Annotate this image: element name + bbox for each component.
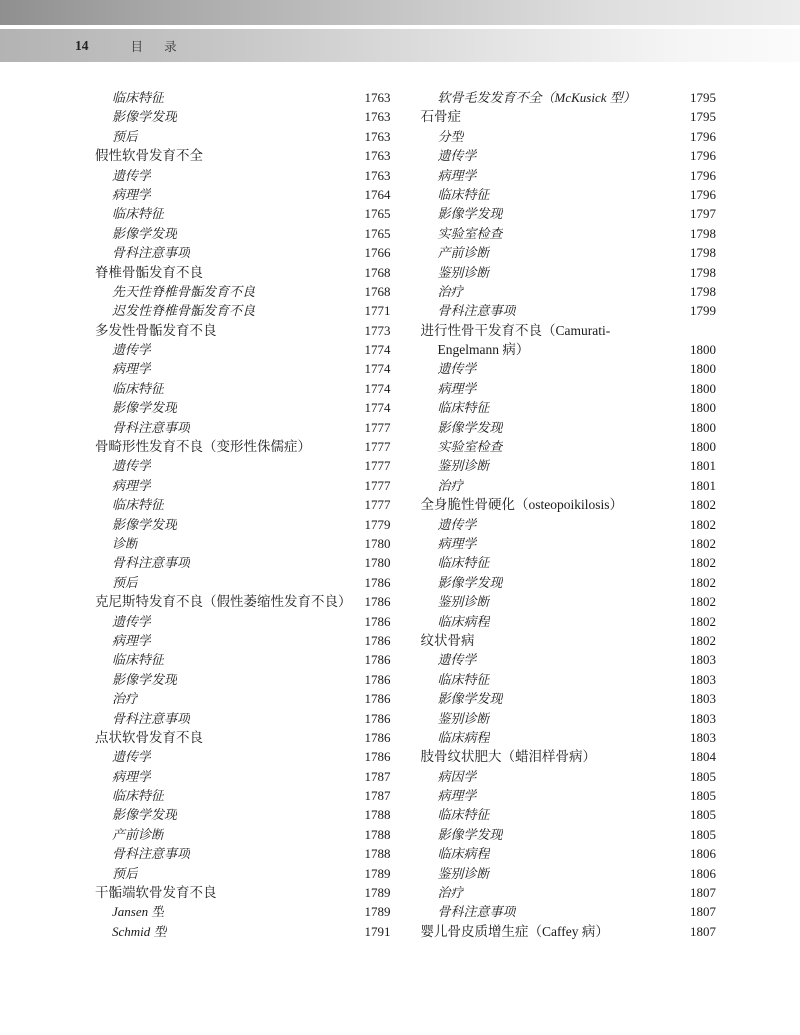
toc-entry-label: 预后: [112, 574, 139, 590]
toc-entry-label: 治疗: [437, 283, 464, 299]
toc-entry-label: 病理学: [112, 361, 152, 377]
toc-entry-page: 1807: [690, 904, 716, 920]
toc-body: [0, 62, 800, 941]
toc-entry: [421, 650, 717, 669]
toc-entry-page: 1801: [690, 458, 716, 474]
toc-entry-label: 临床特征: [437, 555, 490, 571]
toc-entry-label: 骨科注意事项: [112, 846, 191, 862]
toc-entry-page: 1805: [690, 788, 716, 804]
toc-entry-page: 1786: [364, 574, 391, 590]
toc-entry: [95, 728, 391, 747]
toc-entry-label: 鉴别诊断: [437, 458, 490, 474]
toc-entry: [95, 185, 391, 204]
toc-entry: [421, 321, 717, 340]
toc-entry-page: 1800: [690, 361, 716, 377]
toc-entry-page: 1768: [364, 283, 391, 299]
toc-entry: [421, 456, 717, 475]
toc-entry: [95, 263, 391, 282]
toc-entry-page: 1802: [690, 535, 716, 551]
toc-entry-label: 鉴别诊断: [437, 594, 490, 610]
toc-entry-page: 1780: [364, 535, 391, 551]
toc-entry-page: 1768: [364, 264, 391, 280]
toc-entry-page: 1765: [364, 225, 391, 241]
toc-entry-label: 临床特征: [437, 807, 490, 823]
toc-entry-label: 影像学发现: [112, 109, 178, 125]
toc-entry: [421, 670, 717, 689]
toc-entry-page: 1774: [364, 400, 391, 416]
toc-entry: [421, 263, 717, 282]
toc-entry: [421, 825, 717, 844]
toc-entry-label: 临床特征: [112, 206, 165, 222]
toc-entry-page: 1806: [690, 865, 716, 881]
toc-entry: [95, 340, 391, 359]
toc-entry-page: 1786: [364, 671, 391, 687]
toc-entry: [95, 321, 391, 340]
toc-entry: [95, 107, 391, 126]
toc-entry-label: 鉴别诊断: [437, 865, 490, 881]
toc-entry: [421, 592, 717, 611]
toc-entry-page: 1786: [364, 729, 391, 745]
toc-entry-page: 1788: [364, 846, 391, 862]
toc-entry-label: 影像学发现: [437, 419, 503, 435]
toc-entry-label: 临床特征: [112, 380, 165, 396]
toc-entry-page: 1766: [364, 245, 391, 261]
toc-entry-label: 临床病程: [437, 729, 490, 745]
toc-entry-label: 骨科注意事项: [112, 710, 191, 726]
toc-entry: [95, 282, 391, 301]
toc-entry-page: 1764: [364, 186, 391, 202]
toc-entry: [421, 689, 717, 708]
toc-entry-page: 1763: [364, 128, 391, 144]
toc-entry-page: 1788: [364, 807, 391, 823]
toc-entry: [95, 786, 391, 805]
toc-entry-page: 1795: [690, 109, 716, 125]
toc-entry: [421, 146, 717, 165]
toc-entry-label: 影像学发现: [112, 225, 178, 241]
toc-entry: [95, 825, 391, 844]
toc-entry-page: 1774: [364, 380, 391, 396]
toc-entry: [421, 747, 717, 766]
toc-entry-page: 1806: [690, 846, 716, 862]
toc-entry-page: 1786: [364, 691, 391, 707]
toc-entry-label: 全身脆性骨硬化（osteopoikilosis）: [420, 497, 624, 513]
toc-entry-label: 病理学: [112, 768, 152, 784]
toc-entry-label: 实验室检查: [437, 439, 503, 455]
toc-entry-page: 1796: [690, 186, 716, 202]
toc-entry: [95, 88, 391, 107]
toc-entry: [95, 476, 391, 495]
toc-entry-label: 骨科注意事项: [112, 419, 191, 435]
toc-entry: [421, 127, 717, 146]
toc-entry: [421, 166, 717, 185]
toc-entry-label: 迟发性脊椎骨骺发育不良: [112, 303, 256, 319]
toc-entry-label: 影像学发现: [437, 691, 503, 707]
toc-entry-label: 实验室检查: [437, 225, 503, 241]
toc-entry-label: 骨科注意事项: [112, 555, 191, 571]
toc-entry-label: 治疗: [437, 885, 464, 901]
toc-entry: [421, 922, 717, 941]
toc-entry: [95, 844, 391, 863]
toc-entry: [421, 728, 717, 747]
toc-entry-label: 病理学: [437, 167, 477, 183]
toc-entry-label: 克尼斯特发育不良（假性萎缩性发育不良）: [95, 594, 352, 610]
toc-entry-page: 1796: [690, 148, 716, 164]
toc-entry-label: Schmid 型: [112, 923, 167, 939]
toc-entry-page: 1786: [364, 749, 391, 765]
toc-entry-label: 骨科注意事项: [112, 245, 191, 261]
toc-entry-page: 1798: [690, 283, 716, 299]
toc-entry: [421, 902, 717, 921]
toc-entry: [421, 534, 717, 553]
toc-entry: [95, 670, 391, 689]
toc-entry: [95, 922, 391, 941]
toc-entry-page: 1791: [364, 923, 391, 939]
toc-entry-page: 1774: [364, 342, 391, 358]
toc-entry-page: 1763: [364, 148, 391, 164]
toc-entry-label: 遗传学: [112, 342, 152, 358]
toc-entry-page: 1796: [690, 128, 716, 144]
toc-entry: [95, 127, 391, 146]
toc-entry: [95, 902, 391, 921]
toc-entry-page: 1807: [690, 923, 716, 939]
toc-entry: [421, 301, 717, 320]
toc-entry-label: 病理学: [112, 477, 152, 493]
toc-entry: [95, 612, 391, 631]
toc-entry-page: 1777: [364, 419, 391, 435]
toc-entry-page: 1800: [690, 419, 716, 435]
toc-entry-label: 临床特征: [437, 671, 490, 687]
toc-entry-label: 影像学发现: [437, 574, 503, 590]
toc-entry: [421, 340, 717, 359]
toc-entry: [95, 805, 391, 824]
toc-entry-label: 遗传学: [437, 148, 477, 164]
toc-entry-page: 1798: [690, 245, 716, 261]
toc-entry-page: 1789: [364, 885, 391, 901]
toc-entry-label: 治疗: [112, 691, 139, 707]
page-header: [0, 29, 800, 62]
toc-entry-label: 治疗: [437, 477, 464, 493]
toc-entry: [95, 573, 391, 592]
toc-entry: [95, 301, 391, 320]
toc-entry-page: 1802: [690, 516, 716, 532]
toc-entry: [95, 709, 391, 728]
toc-entry-page: 1788: [364, 826, 391, 842]
toc-entry-page: 1780: [364, 555, 391, 571]
toc-entry-label: 遗传学: [112, 167, 152, 183]
toc-entry: [421, 359, 717, 378]
toc-entry-page: 1779: [364, 516, 391, 532]
toc-entry-page: 1786: [364, 613, 391, 629]
toc-entry-label: 影像学发现: [112, 671, 178, 687]
toc-entry-label: 临床特征: [437, 400, 490, 416]
toc-entry: [95, 747, 391, 766]
toc-entry-label: 病因学: [437, 768, 477, 784]
toc-entry-page: 1786: [364, 652, 391, 668]
toc-entry-page: 1803: [690, 729, 716, 745]
toc-entry-page: 1805: [690, 807, 716, 823]
toc-entry: [421, 185, 717, 204]
toc-entry: [421, 864, 717, 883]
toc-entry-page: 1777: [364, 497, 391, 513]
toc-entry: [421, 88, 717, 107]
toc-entry-label: 影像学发现: [437, 826, 503, 842]
toc-entry-page: 1789: [364, 865, 391, 881]
toc-entry-page: 1787: [364, 788, 391, 804]
toc-entry-page: 1803: [690, 691, 716, 707]
toc-entry-label: 婴儿骨皮质增生症（Caffey 病）: [420, 923, 609, 939]
toc-entry-page: 1771: [364, 303, 391, 319]
toc-entry-label: 遗传学: [437, 516, 477, 532]
toc-entry-page: 1786: [364, 710, 391, 726]
toc-entry: [95, 243, 391, 262]
toc-entry: [95, 224, 391, 243]
toc-entry-label: 遗传学: [112, 458, 152, 474]
toc-entry: [421, 107, 717, 126]
toc-entry-page: 1777: [364, 439, 391, 455]
toc-entry-page: 1800: [690, 400, 716, 416]
toc-entry-label: 纹状骨病: [420, 632, 475, 648]
toc-entry-label: 病理学: [112, 186, 152, 202]
toc-entry-label: 临床特征: [112, 497, 165, 513]
toc-entry: [421, 883, 717, 902]
toc-entry: [421, 573, 717, 592]
toc-entry-label: 假性软骨发育不全: [95, 148, 203, 164]
toc-entry-label: 临床病程: [437, 846, 490, 862]
toc-entry: [421, 805, 717, 824]
page-title: 目 录: [130, 39, 186, 54]
toc-entry-page: 1763: [364, 109, 391, 125]
toc-entry-page: 1777: [364, 477, 391, 493]
toc-entry: [421, 709, 717, 728]
toc-entry-label: 干骺端软骨发育不良: [95, 885, 217, 901]
toc-entry-page: 1765: [364, 206, 391, 222]
toc-entry-label: 诊断: [112, 535, 139, 551]
toc-entry: [421, 418, 717, 437]
toc-right-column: [421, 88, 717, 941]
toc-entry-page: 1798: [690, 264, 716, 280]
toc-entry-label: 影像学发现: [112, 516, 178, 532]
toc-entry-label: 影像学发现: [112, 400, 178, 416]
toc-entry-page: 1803: [690, 710, 716, 726]
toc-entry-label: 点状软骨发育不良: [95, 729, 203, 745]
toc-entry-label: 遗传学: [112, 613, 152, 629]
header-gradient-bar: [0, 0, 800, 25]
toc-entry: [95, 631, 391, 650]
toc-entry: [95, 495, 391, 514]
toc-entry-label: 临床特征: [112, 788, 165, 804]
toc-entry-page: 1802: [690, 613, 716, 629]
toc-entry-page: 1789: [364, 904, 391, 920]
toc-entry: [421, 495, 717, 514]
toc-entry: [421, 398, 717, 417]
toc-entry: [95, 553, 391, 572]
toc-entry: [95, 204, 391, 223]
toc-entry-label: 影像学发现: [112, 807, 178, 823]
toc-entry-page: 1763: [364, 167, 391, 183]
toc-entry: [95, 146, 391, 165]
toc-entry-page: 1802: [690, 594, 716, 610]
toc-entry-page: 1787: [364, 768, 391, 784]
toc-entry-page: 1803: [690, 652, 716, 668]
toc-entry-label: Engelmann 病）: [437, 342, 530, 358]
toc-entry-label: 遗传学: [112, 749, 152, 765]
toc-entry-label: 遗传学: [437, 361, 477, 377]
toc-entry-page: 1807: [690, 885, 716, 901]
toc-entry-page: 1786: [364, 594, 391, 610]
toc-entry: [421, 631, 717, 650]
toc-entry-page: 1803: [690, 671, 716, 687]
toc-left-column: [95, 88, 391, 941]
toc-entry-page: 1763: [364, 90, 391, 105]
toc-entry-label: 临床特征: [112, 652, 165, 668]
toc-entry-label: 先天性脊椎骨骺发育不良: [112, 283, 256, 299]
toc-entry: [95, 379, 391, 398]
toc-entry: [421, 612, 717, 631]
toc-entry: [421, 553, 717, 572]
toc-entry-page: 1801: [690, 477, 716, 493]
toc-entry: [95, 650, 391, 669]
toc-entry-label: 病理学: [437, 788, 477, 804]
toc-entry: [95, 534, 391, 553]
toc-entry: [95, 864, 391, 883]
toc-entry-page: 1802: [690, 574, 716, 590]
toc-entry-label: 遗传学: [437, 652, 477, 668]
toc-entry-page: 1777: [364, 458, 391, 474]
toc-entry-page: 1773: [364, 322, 391, 338]
toc-entry-label: 分型: [437, 128, 464, 144]
toc-entry: [421, 437, 717, 456]
toc-entry-page: 1799: [690, 303, 716, 319]
toc-entry-label: 肢骨纹状肥大（蜡泪样骨病）: [420, 749, 596, 765]
toc-entry-label: 多发性骨骺发育不良: [95, 322, 217, 338]
toc-entry-label: 病理学: [437, 535, 477, 551]
toc-entry-page: 1796: [690, 167, 716, 183]
toc-entry-page: 1804: [690, 749, 716, 765]
toc-entry-label: 产前诊断: [437, 245, 490, 261]
toc-entry-label: 病理学: [437, 380, 477, 396]
toc-entry-page: 1805: [690, 768, 716, 784]
toc-entry-page: 1795: [690, 90, 716, 105]
toc-entry: [421, 767, 717, 786]
toc-entry: [95, 689, 391, 708]
toc-entry-page: 1786: [364, 632, 391, 648]
toc-entry-page: 1797: [690, 206, 716, 222]
toc-entry: [421, 282, 717, 301]
toc-entry-page: 1802: [690, 555, 716, 571]
toc-entry: [421, 243, 717, 262]
toc-entry-page: 1800: [690, 342, 716, 358]
toc-entry: [95, 515, 391, 534]
toc-entry-label: 鉴别诊断: [437, 710, 490, 726]
toc-entry: [95, 166, 391, 185]
toc-entry-label: 病理学: [112, 632, 152, 648]
toc-entry-page: 1802: [690, 497, 716, 513]
toc-entry: [95, 883, 391, 902]
toc-entry-page: 1800: [690, 439, 716, 455]
toc-entry-label: 脊椎骨骺发育不良: [95, 264, 203, 280]
toc-entry-label: 预后: [112, 128, 139, 144]
toc-entry-label: 软骨毛发发育不全（McKusick 型）: [437, 90, 636, 105]
toc-entry-page: 1805: [690, 826, 716, 842]
toc-entry-label: Jansen 型: [112, 904, 165, 920]
toc-entry-label: 预后: [112, 865, 139, 881]
toc-entry: [421, 786, 717, 805]
toc-entry-label: 临床特征: [437, 186, 490, 202]
toc-entry: [95, 767, 391, 786]
toc-entry-label: 影像学发现: [437, 206, 503, 222]
toc-entry: [95, 359, 391, 378]
toc-entry: [95, 418, 391, 437]
toc-entry-label: 骨科注意事项: [437, 303, 516, 319]
toc-entry-page: 1798: [690, 225, 716, 241]
toc-entry: [95, 456, 391, 475]
toc-entry: [95, 592, 391, 611]
toc-entry: [421, 204, 717, 223]
toc-entry: [421, 515, 717, 534]
toc-entry-label: 骨畸形性发育不良（变形性侏儒症）: [95, 439, 311, 455]
toc-entry-label: 临床病程: [437, 613, 490, 629]
toc-entry-label: 进行性骨干发育不良（Camurati-: [420, 322, 611, 338]
toc-entry-label: 石骨症: [420, 109, 461, 125]
toc-entry: [421, 224, 717, 243]
toc-entry-label: 鉴别诊断: [437, 264, 490, 280]
toc-entry-label: 骨科注意事项: [437, 904, 516, 920]
toc-entry: [95, 437, 391, 456]
toc-entry-page: 1774: [364, 361, 391, 377]
toc-entry-page: 1802: [690, 632, 716, 648]
toc-entry: [421, 476, 717, 495]
toc-entry-label: 临床特征: [112, 90, 165, 105]
page-number: 14: [75, 37, 89, 53]
toc-entry: [95, 398, 391, 417]
toc-entry-label: 产前诊断: [112, 826, 165, 842]
toc-entry-page: 1800: [690, 380, 716, 396]
toc-entry: [421, 844, 717, 863]
toc-entry: [421, 379, 717, 398]
